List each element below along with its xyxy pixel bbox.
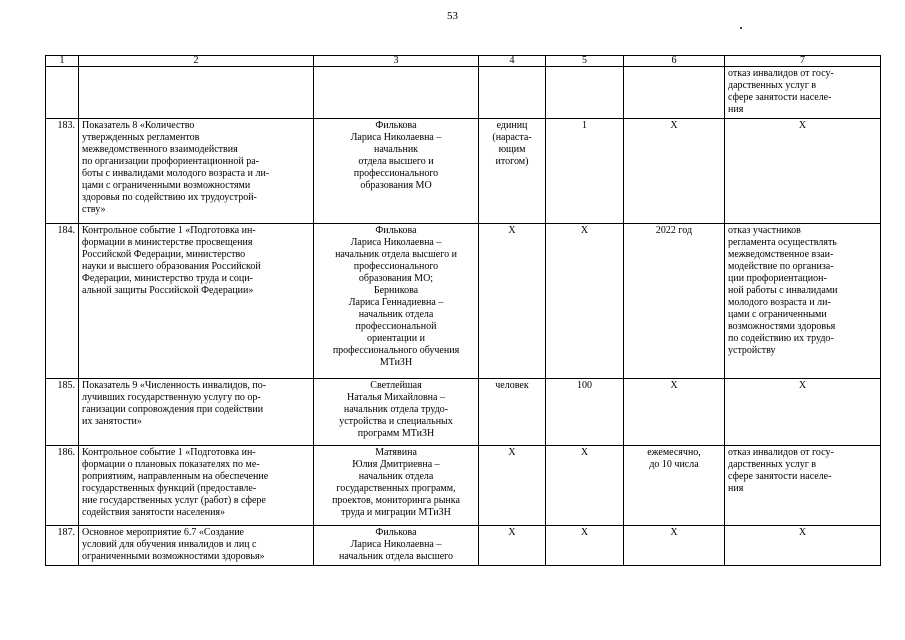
row-number-cell xyxy=(46,67,79,119)
table-row xyxy=(46,224,881,379)
row-number-cell: 185. xyxy=(46,379,79,446)
result-cell: Х xyxy=(725,119,881,224)
result-cell: отказ инвалидов от госу- дарственных услуг в сфере занятости населе- ния xyxy=(725,446,881,526)
name-cell: Показатель 8 «Количество утвержденных регламентов межведомственного взаимодействия по организации профориентационной ра- боты с инвалидами молодого возраста и ли- цами с ограниченными возможностями здоровья по содействию их трудоустрой- ству» xyxy=(79,119,314,224)
row-number-cell: 187. xyxy=(46,526,79,566)
column-number-row xyxy=(46,56,881,67)
responsible-cell: Филькова Лариса Николаевна – начальник отдела высшего xyxy=(314,526,479,566)
value-cell: Х xyxy=(546,526,624,566)
name-cell: Показатель 9 «Численность инвалидов, по- лучивших государственную услугу по ор- ганизации сопровождения при содействии их занятости» xyxy=(79,379,314,446)
scan-speck xyxy=(740,27,742,29)
name-cell: Контрольное событие 1 «Подготовка ин- формации в министерстве просвещения Российской Федерации, министерство науки и высшего образования Российской Федерации, министерство труда и соци- альной защиты Российской Федерации» xyxy=(79,224,314,379)
name-cell: Основное мероприятие 6.7 «Создание условий для обучения инвалидов и лиц с ограниченными возможностями здоровья» xyxy=(79,526,314,566)
responsible-cell: Матявина Юлия Дмитриевна – начальник отдела государственных программ, проектов, мониторинга рынка труда и миграции МТиЗН xyxy=(314,446,479,526)
unit-cell: Х xyxy=(479,526,546,566)
column-number-cell: 5 xyxy=(546,56,624,67)
row-number-cell: 183. xyxy=(46,119,79,224)
unit-cell: человек xyxy=(479,379,546,446)
value-cell: 100 xyxy=(546,379,624,446)
value-cell: Х xyxy=(546,224,624,379)
row-number-cell: 186. xyxy=(46,446,79,526)
unit-cell: Х xyxy=(479,446,546,526)
term-cell: Х xyxy=(624,379,725,446)
result-cell: отказ инвалидов от госу- дарственных услуг в сфере занятости населе- ния xyxy=(725,67,881,119)
responsible-cell: Филькова Лариса Николаевна – начальник отдела высшего и профессионального образования МО xyxy=(314,119,479,224)
table-row xyxy=(46,67,881,119)
column-number-cell: 3 xyxy=(314,56,479,67)
term-cell: ежемесячно, до 10 числа xyxy=(624,446,725,526)
page-number: 53 xyxy=(447,10,458,22)
term-cell: 2022 год xyxy=(624,224,725,379)
result-cell: Х xyxy=(725,379,881,446)
table-row xyxy=(46,446,881,526)
name-cell: Контрольное событие 1 «Подготовка ин- формации о плановых показателях по ме- роприятиям, направленным на обеспечение государственных функций (предоставле- ние государственных услуг (работ) в сфере содействия занятости населения» xyxy=(79,446,314,526)
term-cell: Х xyxy=(624,526,725,566)
column-number-cell: 2 xyxy=(79,56,314,67)
term-cell xyxy=(624,67,725,119)
column-number-cell: 7 xyxy=(725,56,881,67)
value-cell: 1 xyxy=(546,119,624,224)
result-cell: Х xyxy=(725,526,881,566)
table-row xyxy=(46,379,881,446)
unit-cell xyxy=(479,67,546,119)
responsible-cell xyxy=(314,67,479,119)
table-row xyxy=(46,119,881,224)
column-number-cell: 1 xyxy=(46,56,79,67)
value-cell xyxy=(546,67,624,119)
table-row xyxy=(46,526,881,566)
value-cell: Х xyxy=(546,446,624,526)
name-cell xyxy=(79,67,314,119)
column-number-cell: 6 xyxy=(624,56,725,67)
column-number-cell: 4 xyxy=(479,56,546,67)
unit-cell: Х xyxy=(479,224,546,379)
data-table xyxy=(45,55,881,566)
row-number-cell: 184. xyxy=(46,224,79,379)
result-cell: отказ участников регламента осуществлять межведомственное взаи- модействие по организа- ции профориентацион- ной работы с инвалидами молодого возраста и ли- цами с ограниченными возможностями здоровья по содействию их трудо- устройству xyxy=(725,224,881,379)
term-cell: Х xyxy=(624,119,725,224)
unit-cell: единиц (нараста- ющим итогом) xyxy=(479,119,546,224)
responsible-cell: Филькова Лариса Николаевна – начальник отдела высшего и профессионального образования МО; Берникова Лариса Геннадиевна – начальник отдела профессиональной ориентации и профессионального обучения МТиЗН xyxy=(314,224,479,379)
responsible-cell: Светлейшая Наталья Михайловна – начальник отдела трудо- устройства и специальных программ МТиЗН xyxy=(314,379,479,446)
